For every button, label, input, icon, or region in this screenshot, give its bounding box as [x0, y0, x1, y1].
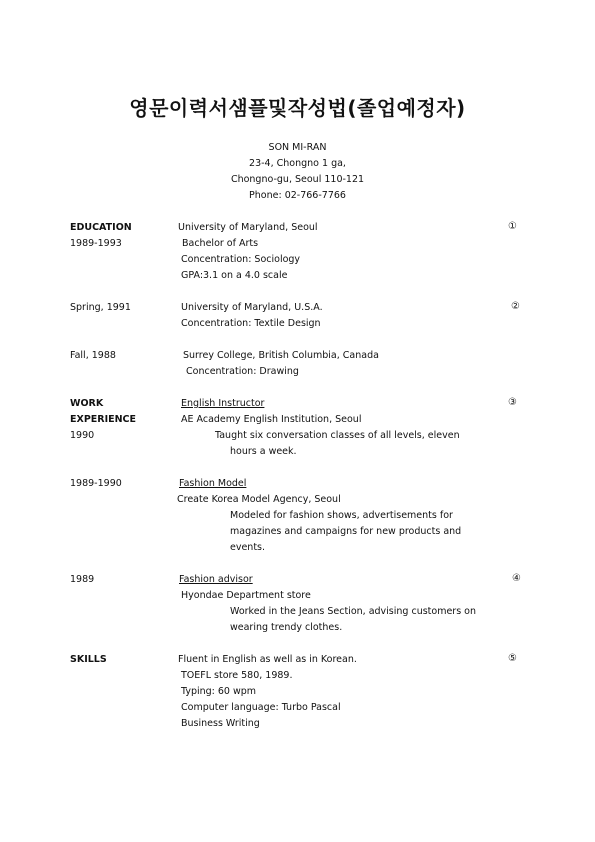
skills-heading: SKILLS — [70, 654, 107, 665]
work-year-3: 1989 — [70, 574, 95, 585]
job-desc-1-line-2: hours a week. — [230, 446, 297, 457]
resume-title: 영문이력서샘플및작성법(졸업예정자) — [129, 96, 466, 120]
education-concentration-3: Concentration: Drawing — [186, 366, 299, 377]
job-desc-1-line-1: Taught six conversation classes of all levels, eleven — [215, 430, 460, 441]
education-gpa: GPA:3.1 on a 4.0 scale — [181, 270, 288, 281]
skill-item: Fluent in English as well as in Korean. — [178, 654, 357, 665]
work-heading-1: WORK — [70, 398, 104, 409]
work-year-2: 1989-1990 — [70, 478, 122, 489]
job-desc-2-line-3: events. — [230, 542, 266, 553]
skill-item: Business Writing — [181, 718, 260, 729]
job-desc-2-line-2: magazines and campaigns for new products and — [230, 526, 462, 537]
job-desc-3-line-1: Worked in the Jeans Section, advising customers on — [230, 606, 477, 617]
education-concentration-2: Concentration: Textile Design — [181, 318, 321, 329]
job-title-3: Fashion advisor — [179, 574, 253, 585]
education-degree: Bachelor of Arts — [182, 238, 259, 249]
job-desc-3-line-2: wearing trendy clothes. — [230, 622, 343, 633]
contact-phone: Phone: 02-766-7766 — [249, 190, 346, 201]
education-concentration-1: Concentration: Sociology — [181, 254, 301, 265]
job-title-2: Fashion Model — [179, 478, 247, 489]
job-desc-2-line-1: Modeled for fashion shows, advertisements for — [230, 510, 453, 521]
work-year-1: 1990 — [70, 430, 95, 441]
skill-item: Typing: 60 wpm — [181, 686, 257, 697]
skill-item: Computer language: Turbo Pascal — [181, 702, 341, 713]
work-heading-2: EXPERIENCE — [70, 414, 137, 425]
marker-5: ⑤ — [508, 653, 517, 664]
job-employer-1: AE Academy English Institution, Seoul — [181, 414, 362, 425]
job-employer-2: Create Korea Model Agency, Seoul — [177, 494, 341, 505]
education-heading: EDUCATION — [70, 222, 132, 233]
marker-2: ② — [511, 301, 520, 312]
skill-item: TOEFL store 580, 1989. — [181, 670, 293, 681]
marker-1: ① — [508, 221, 517, 232]
job-employer-3: Hyondae Department store — [181, 590, 311, 601]
job-title-1: English Instructor — [181, 398, 265, 409]
contact-name: SON MI-RAN — [268, 142, 327, 153]
education-school-3: Surrey College, British Columbia, Canada — [183, 350, 379, 361]
education-school-1: University of Maryland, Seoul — [178, 222, 318, 233]
education-date-2: Spring, 1991 — [70, 302, 131, 313]
education-years: 1989-1993 — [70, 238, 122, 249]
contact-address-line-1: 23-4, Chongno 1 ga, — [249, 158, 346, 169]
education-school-2: University of Maryland, U.S.A. — [181, 302, 323, 313]
marker-4: ④ — [512, 573, 521, 584]
education-date-3: Fall, 1988 — [70, 350, 116, 361]
contact-address-line-2: Chongno-gu, Seoul 110-121 — [230, 174, 365, 185]
marker-3: ③ — [508, 397, 517, 408]
